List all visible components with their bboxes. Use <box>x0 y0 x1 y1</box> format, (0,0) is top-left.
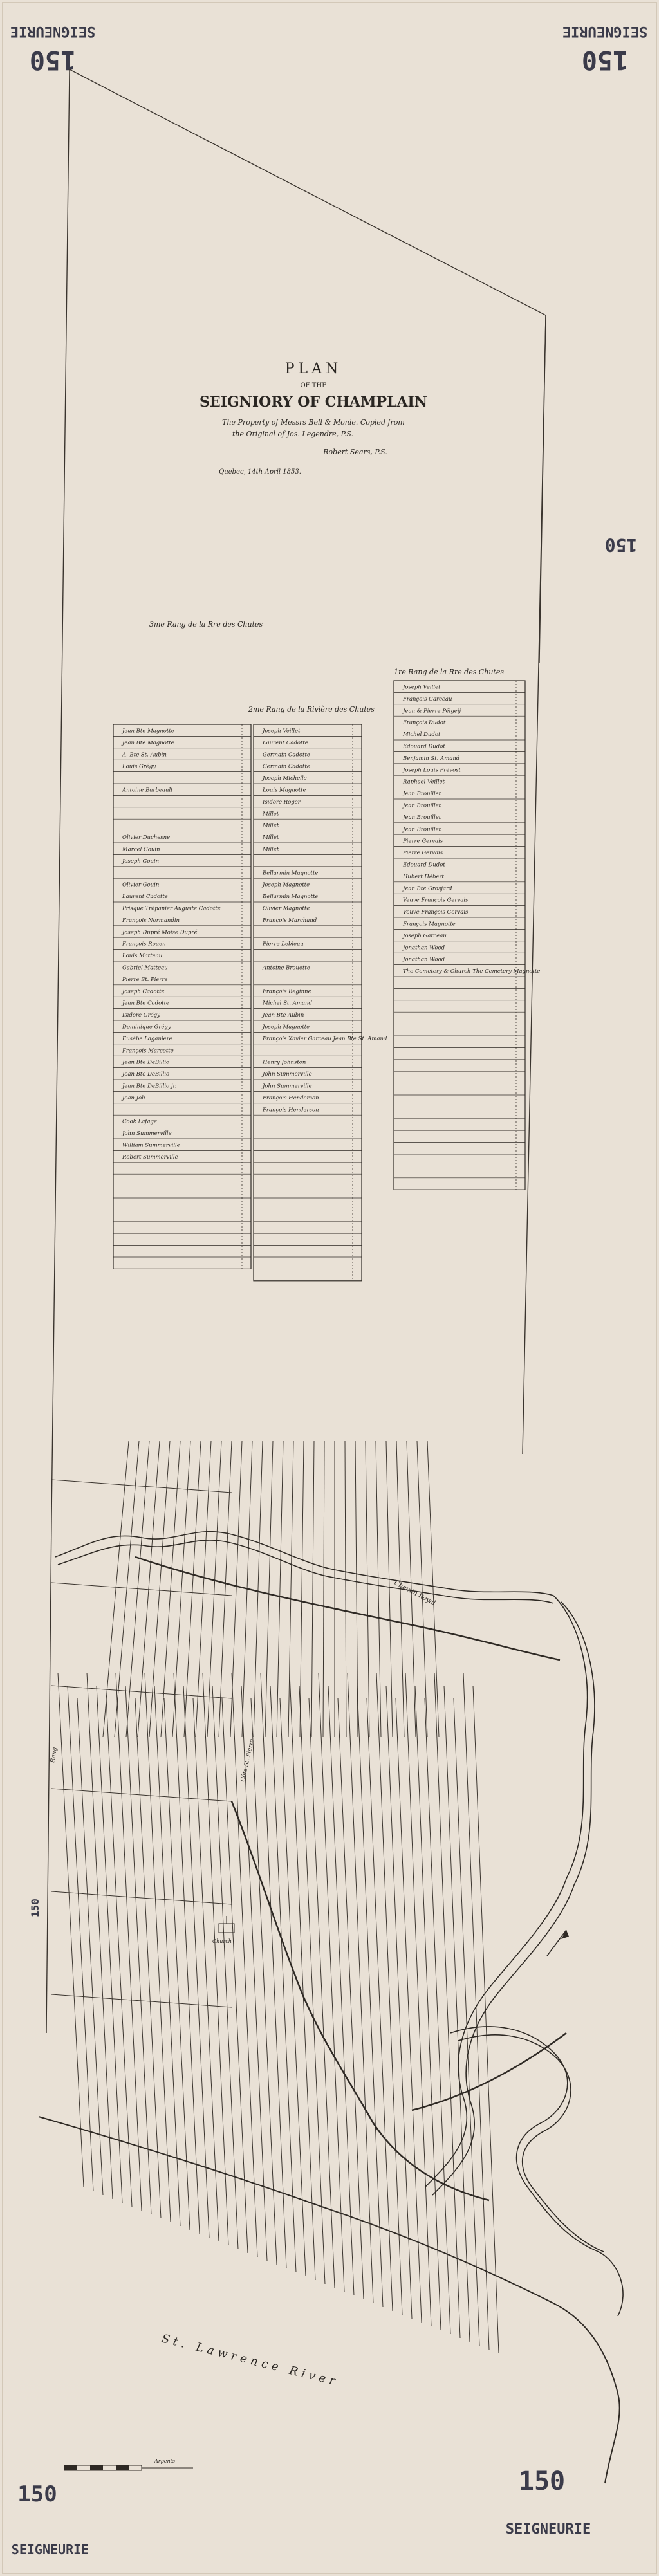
lot-owner-name: Millet <box>263 811 279 818</box>
lot-owner-name: Jean & Pierre Pélgeij <box>403 708 461 715</box>
lot-owner-name: Raphael Veillet <box>403 778 445 786</box>
lot-owner-name: Louis Matteau <box>122 953 163 960</box>
lot-owner-name: William Summerville <box>122 1142 180 1149</box>
lot-owner-name: Joseph Louis Prévost <box>403 767 461 774</box>
lot-owner-name: Edouard Dudot <box>403 743 445 750</box>
lot-owner-name: Isidore Grégy <box>122 1012 160 1019</box>
lot-owner-name: Millet <box>263 822 279 829</box>
lot-owner-name: Bellarmin Magnotte <box>263 870 319 877</box>
lot-owner-name: Joseph Gouin <box>122 858 160 865</box>
lot-owner-name: Olivier Magnotte <box>263 905 310 912</box>
label-chemin-royal: Chemin Royal <box>393 1579 437 1607</box>
title-signature: Robert Sears, P.S. <box>323 448 387 456</box>
lot-owner-name: Jean Brouillet <box>403 826 441 833</box>
lot-owner-name: Germain Cadotte <box>263 751 310 759</box>
lot-owner-name: Louis Magnotte <box>263 787 306 794</box>
lot-owner-name: John Summerville <box>263 1083 312 1090</box>
lot-owner-name: Laurent Cadotte <box>263 739 308 746</box>
lot-owner-name: François Henderson <box>263 1094 319 1101</box>
svg-text:SEIGNEURIE: SEIGNEURIE <box>11 2542 89 2557</box>
lot-owner-name: Jean Joli <box>122 1094 145 1101</box>
lot-owner-name: Jean Bte Magnotte <box>122 739 174 746</box>
lot-owner-name: Isidore Roger <box>263 798 301 805</box>
scale-label: Arpents <box>154 2458 175 2464</box>
range-label-third: 3me Rang de la Rre des Chutes <box>149 620 263 629</box>
lot-owner-name: Pierre Lebleau <box>263 941 304 948</box>
lot-owner-name: Edouard Dudot <box>403 861 445 869</box>
right-margin-number: 150 <box>604 535 638 556</box>
lot-owner-name: Germain Cadotte <box>263 763 310 770</box>
lot-owner-name: François Xavier Garceau Jean Bte St. Amand <box>263 1035 387 1042</box>
lot-owner-name: Bellarmin Magnotte <box>263 894 319 901</box>
lot-owner-name: Hubert Hébert <box>403 873 444 880</box>
lot-owner-name: Pierre Gervais <box>403 850 443 857</box>
lot-owner-name: François Rouen <box>122 941 166 948</box>
lot-owner-name: Laurent Cadotte <box>122 894 168 901</box>
lot-owner-name: François Dudot <box>403 719 446 726</box>
lot-owner-name: Antoine Barbeault <box>122 787 173 794</box>
svg-text:SEIGNEURIE: SEIGNEURIE <box>505 2521 591 2537</box>
lot-owner-name: Michel Dudot <box>403 731 441 739</box>
lot-owner-name: Joseph Magnotte <box>263 1024 310 1031</box>
lot-owner-name: Pierre St. Pierre <box>122 976 168 983</box>
lot-owner-name: Cook Lafage <box>122 1118 157 1125</box>
range-label-first: 1re Rang de la Rre des Chutes <box>394 668 504 676</box>
lot-owner-name: Jonathan Wood <box>403 956 445 963</box>
lot-owner-name: Millet <box>263 846 279 853</box>
lot-owner-name: Jean Brouillet <box>403 814 441 821</box>
title-line1: The Property of Messrs Bell & Monie. Copied from <box>222 418 405 427</box>
lot-owner-name: Pierre Gervais <box>403 838 443 845</box>
lot-owner-name: Jean Brouillet <box>403 791 441 798</box>
lot-owner-name: François Garceau <box>403 695 452 703</box>
lot-owner-name: Dominique Grégy <box>122 1024 171 1031</box>
lot-owner-name: Jean Bte Cadotte <box>122 1000 170 1007</box>
title-plan: PLAN <box>284 361 342 377</box>
lot-owner-name: Joseph Cadotte <box>122 988 165 995</box>
lot-owner-name: Jonathan Wood <box>403 944 445 952</box>
lot-owner-name: Jean Bte Aubin <box>263 1012 304 1019</box>
lot-owner-name: Robert Summerville <box>122 1154 178 1161</box>
label-cote-st-pierre: Côte St. Pierre <box>240 1738 256 1783</box>
lot-owner-name: Marcel Gouin <box>122 846 160 853</box>
lot-owner-name: François Marcotte <box>122 1047 174 1054</box>
label-rang: Rang <box>50 1747 59 1763</box>
lot-owner-name: François Henderson <box>263 1107 319 1114</box>
lot-owner-name: Millet <box>263 834 279 842</box>
lot-owner-name: John Summerville <box>263 1071 312 1078</box>
lot-owner-name: François Magnotte <box>403 921 456 928</box>
lot-owner-name: Jean Brouillet <box>403 802 441 809</box>
lot-owner-name: Joseph Garceau <box>403 932 447 939</box>
range-label-second: 2me Rang de la Rivière des Chutes <box>248 705 375 713</box>
svg-text:150: 150 <box>17 2481 57 2507</box>
lot-owner-name: Veuve François Gervais <box>403 897 469 904</box>
lot-owner-name: Henry Johnston <box>263 1059 306 1066</box>
svg-text:150: 150 <box>581 45 629 75</box>
lot-owner-name: Jean Bte DeBillio <box>122 1059 170 1066</box>
lot-owner-name: Joseph Dupré Moise Dupré <box>122 929 198 936</box>
svg-text:SEIGNEURIE: SEIGNEURIE <box>10 23 96 39</box>
lot-owner-name: Jean Bte DeBillio <box>122 1071 170 1078</box>
lot-owner-name: Jean Bte Magnotte <box>122 728 174 735</box>
lot-owner-name: A. Bte St. Aubin <box>122 751 167 759</box>
lot-owner-name: Joseph Veillet <box>403 684 441 691</box>
svg-text:SEIGNEURIE: SEIGNEURIE <box>562 23 648 39</box>
lot-owner-name: Jean Bte DeBillio jr. <box>122 1083 177 1090</box>
lot-owner-name: Joseph Veillet <box>263 728 301 735</box>
side-left-number: 150 <box>29 1899 41 1917</box>
lot-owner-name: The Cemetery & Church The Cemetery Magnotte <box>403 968 541 975</box>
lot-owner-name: François Normandin <box>122 917 180 924</box>
lot-owner-name: Gabriel Matteau <box>122 964 168 971</box>
lot-owner-name: Olivier Gouin <box>122 881 160 888</box>
svg-text:Church: Church <box>212 1938 232 1944</box>
lot-owner-name: Prisque Trépanier Auguste Cadotte <box>122 905 221 912</box>
lot-owner-name: Jean Bte Grosjard <box>403 885 452 892</box>
lot-owner-name: Olivier Duchesne <box>122 834 171 842</box>
lot-owner-name: Veuve François Gervais <box>403 909 469 916</box>
lot-owner-name: Antoine Brouette <box>263 964 310 971</box>
lot-owner-name: John Summerville <box>122 1130 172 1137</box>
label-st-lawrence: St. Lawrence River <box>160 2332 340 2389</box>
svg-text:150: 150 <box>29 45 77 75</box>
lot-owner-name: Eusèbe Laganière <box>122 1035 172 1042</box>
lot-owner-name: Benjamin St. Amand <box>403 755 460 762</box>
lot-owner-name: Joseph Michelle <box>263 775 307 782</box>
title-of-the: OF THE <box>300 382 327 389</box>
svg-text:150: 150 <box>518 2467 566 2496</box>
lot-owner-name: Michel St. Amand <box>263 1000 312 1007</box>
lot-owner-name: Louis Grégy <box>122 763 156 770</box>
title-date: Quebec, 14th April 1853. <box>219 468 301 475</box>
title-line2: the Original of Jos. Legendre, P.S. <box>232 430 353 438</box>
lot-owner-name: François Beginne <box>263 988 311 995</box>
title-seigniory: SEIGNIORY OF CHAMPLAIN <box>200 394 427 410</box>
lot-owner-name: Joseph Magnotte <box>263 881 310 888</box>
lot-owner-name: François Marchand <box>263 917 317 924</box>
